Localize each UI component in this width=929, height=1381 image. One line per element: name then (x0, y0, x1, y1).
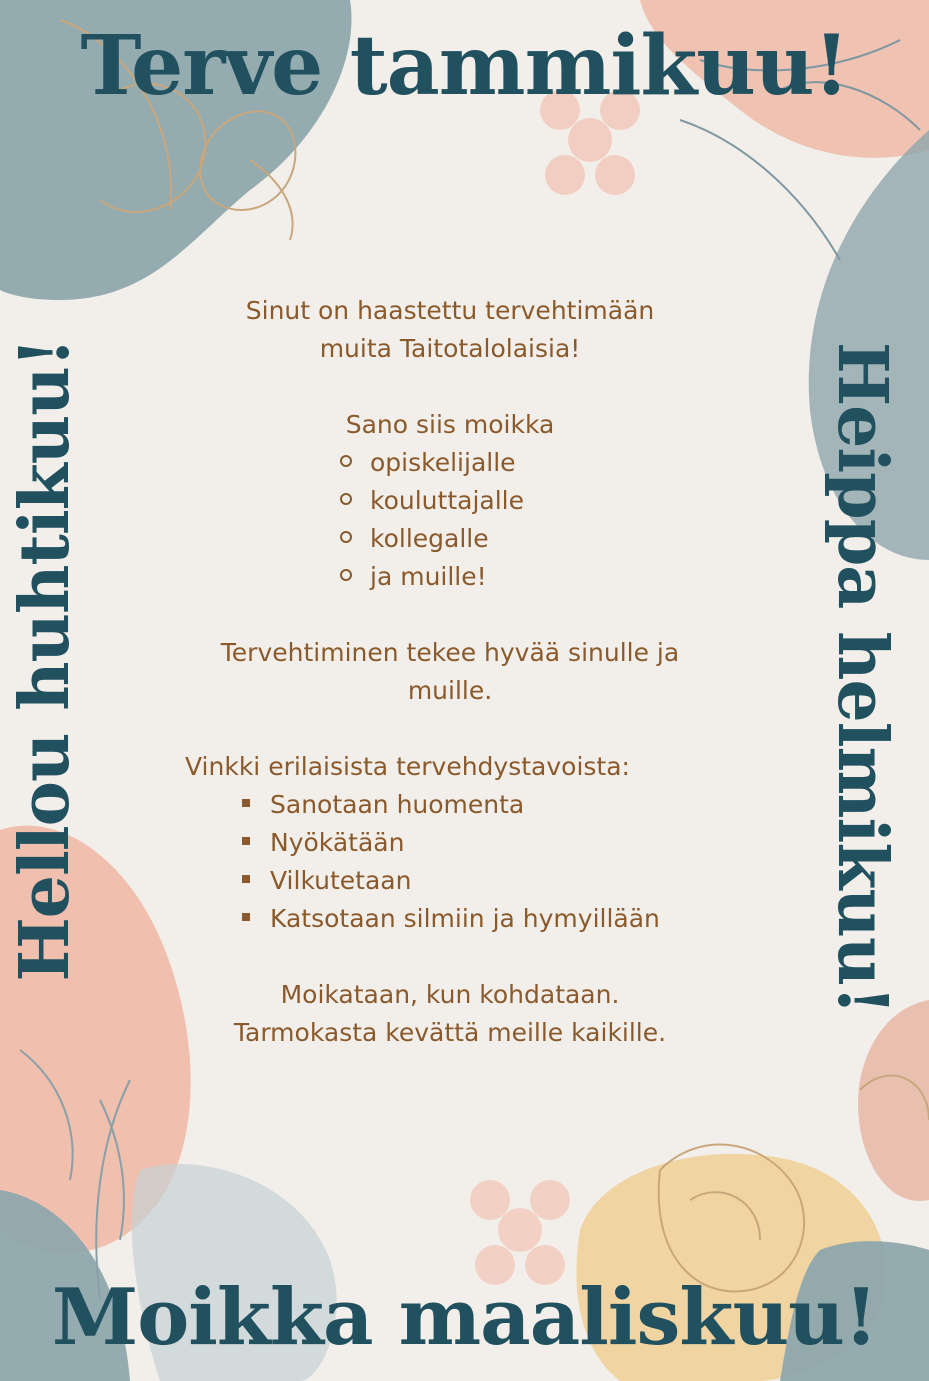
title-bottom: Moikka maaliskuu! (51, 1272, 878, 1363)
greet-list (340, 444, 750, 596)
list-item: kouluttajalle (340, 482, 750, 520)
list-item: Nyökätään (242, 824, 750, 862)
pink-blob-right (858, 1000, 929, 1201)
tips-heading: Vinkki erilaisista tervehdystavoista: (185, 752, 630, 781)
benefit-line-1: Tervehtiminen tekee hyvää sinulle ja (220, 638, 680, 667)
list-item: kollegalle (340, 520, 750, 558)
list-item: Vilkutetaan (242, 862, 750, 900)
title-top: Terve tammikuu! (80, 18, 849, 114)
intro-line-2: muita Taitotalolaisia! (319, 334, 581, 363)
tips-list (242, 786, 750, 938)
closing-line-1: Moikataan, kun kohdataan. (280, 980, 620, 1009)
list-item: Sanotaan huomenta (242, 786, 750, 824)
closing-line-2: Tarmokasta kevättä meille kaikille. (233, 1018, 667, 1047)
list-item: Katsotaan silmiin ja hymyillään (242, 900, 750, 938)
title-left-vertical: Hellou huhtikuu! (5, 338, 85, 982)
list-item: opiskelijalle (340, 444, 750, 482)
intro-line-1: Sinut on haastettu tervehtimään (245, 296, 655, 325)
title-right-vertical: Heippa helmikuu! (822, 341, 902, 1015)
greet-heading: Sano siis moikka (345, 410, 555, 439)
message-body (150, 292, 750, 1052)
benefit-line-2: muille. (407, 676, 493, 705)
list-item: ja muille! (340, 558, 750, 596)
